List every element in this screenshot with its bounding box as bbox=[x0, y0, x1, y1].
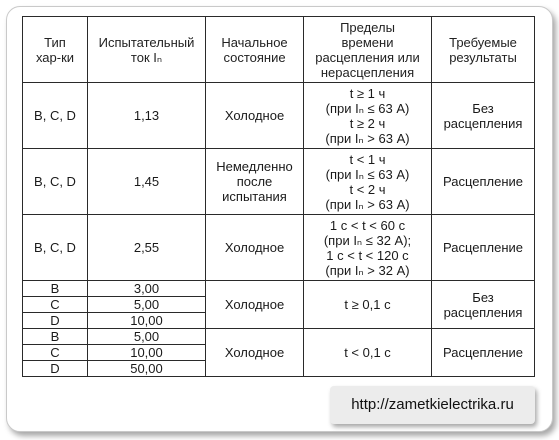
cell-result: Без расцепления bbox=[432, 83, 535, 149]
cell-state: Холодное bbox=[206, 83, 304, 149]
cell-state: Холодное bbox=[206, 329, 304, 377]
header-type: Тип хар-ки bbox=[23, 17, 88, 83]
header-time-limits: Пределы времени расцепления или нерасцепления bbox=[304, 17, 432, 83]
cell-current: 1,13 bbox=[88, 83, 206, 149]
cell-limits: t < 1 ч (при Iₙ ≤ 63 А) t < 2 ч (при Iₙ > 63 А) bbox=[304, 149, 432, 215]
watermark-url: http://zametkielectrika.ru bbox=[330, 386, 535, 424]
cell-result: Без расцепления bbox=[432, 281, 535, 329]
cell-current: 1,45 bbox=[88, 149, 206, 215]
cell-state: Холодное bbox=[206, 215, 304, 281]
table-row bbox=[23, 329, 535, 345]
cell-limits: t ≥ 0,1 с bbox=[304, 281, 432, 329]
cell-type: B bbox=[23, 281, 88, 297]
cell-type: B bbox=[23, 329, 88, 345]
table-row bbox=[23, 83, 535, 149]
table-row bbox=[23, 215, 535, 281]
cell-result: Расцепление bbox=[432, 149, 535, 215]
cell-current: 2,55 bbox=[88, 215, 206, 281]
header-row bbox=[23, 17, 535, 83]
cell-type: C bbox=[23, 297, 88, 313]
cell-limits: 1 с < t < 60 с (при Iₙ ≤ 32 А); 1 с < t < 120 с (при Iₙ > 32 А) bbox=[304, 215, 432, 281]
cell-type: D bbox=[23, 361, 88, 377]
header-initial-state: Начальное состояние bbox=[206, 17, 304, 83]
header-required-results: Требуемые результаты bbox=[432, 17, 535, 83]
table-row bbox=[23, 281, 535, 297]
cell-type: D bbox=[23, 313, 88, 329]
cell-type: C bbox=[23, 345, 88, 361]
cell-current: 50,00 bbox=[88, 361, 206, 377]
cell-current: 5,00 bbox=[88, 297, 206, 313]
cell-type: B, C, D bbox=[23, 83, 88, 149]
cell-current: 10,00 bbox=[88, 313, 206, 329]
cell-type: B, C, D bbox=[23, 215, 88, 281]
cell-type: B, C, D bbox=[23, 149, 88, 215]
cell-state: Холодное bbox=[206, 281, 304, 329]
cell-result: Расцепление bbox=[432, 215, 535, 281]
cell-limits: t < 0,1 с bbox=[304, 329, 432, 377]
cell-result: Расцепление bbox=[432, 329, 535, 377]
breaker-test-table bbox=[22, 16, 535, 377]
cell-current: 3,00 bbox=[88, 281, 206, 297]
cell-limits: t ≥ 1 ч (при Iₙ ≤ 63 А) t ≥ 2 ч (при Iₙ > 63 А) bbox=[304, 83, 432, 149]
table-row bbox=[23, 149, 535, 215]
cell-current: 10,00 bbox=[88, 345, 206, 361]
header-test-current: Испытательный ток Iₙ bbox=[88, 17, 206, 83]
cell-state: Немедленно после испытания bbox=[206, 149, 304, 215]
cell-current: 5,00 bbox=[88, 329, 206, 345]
